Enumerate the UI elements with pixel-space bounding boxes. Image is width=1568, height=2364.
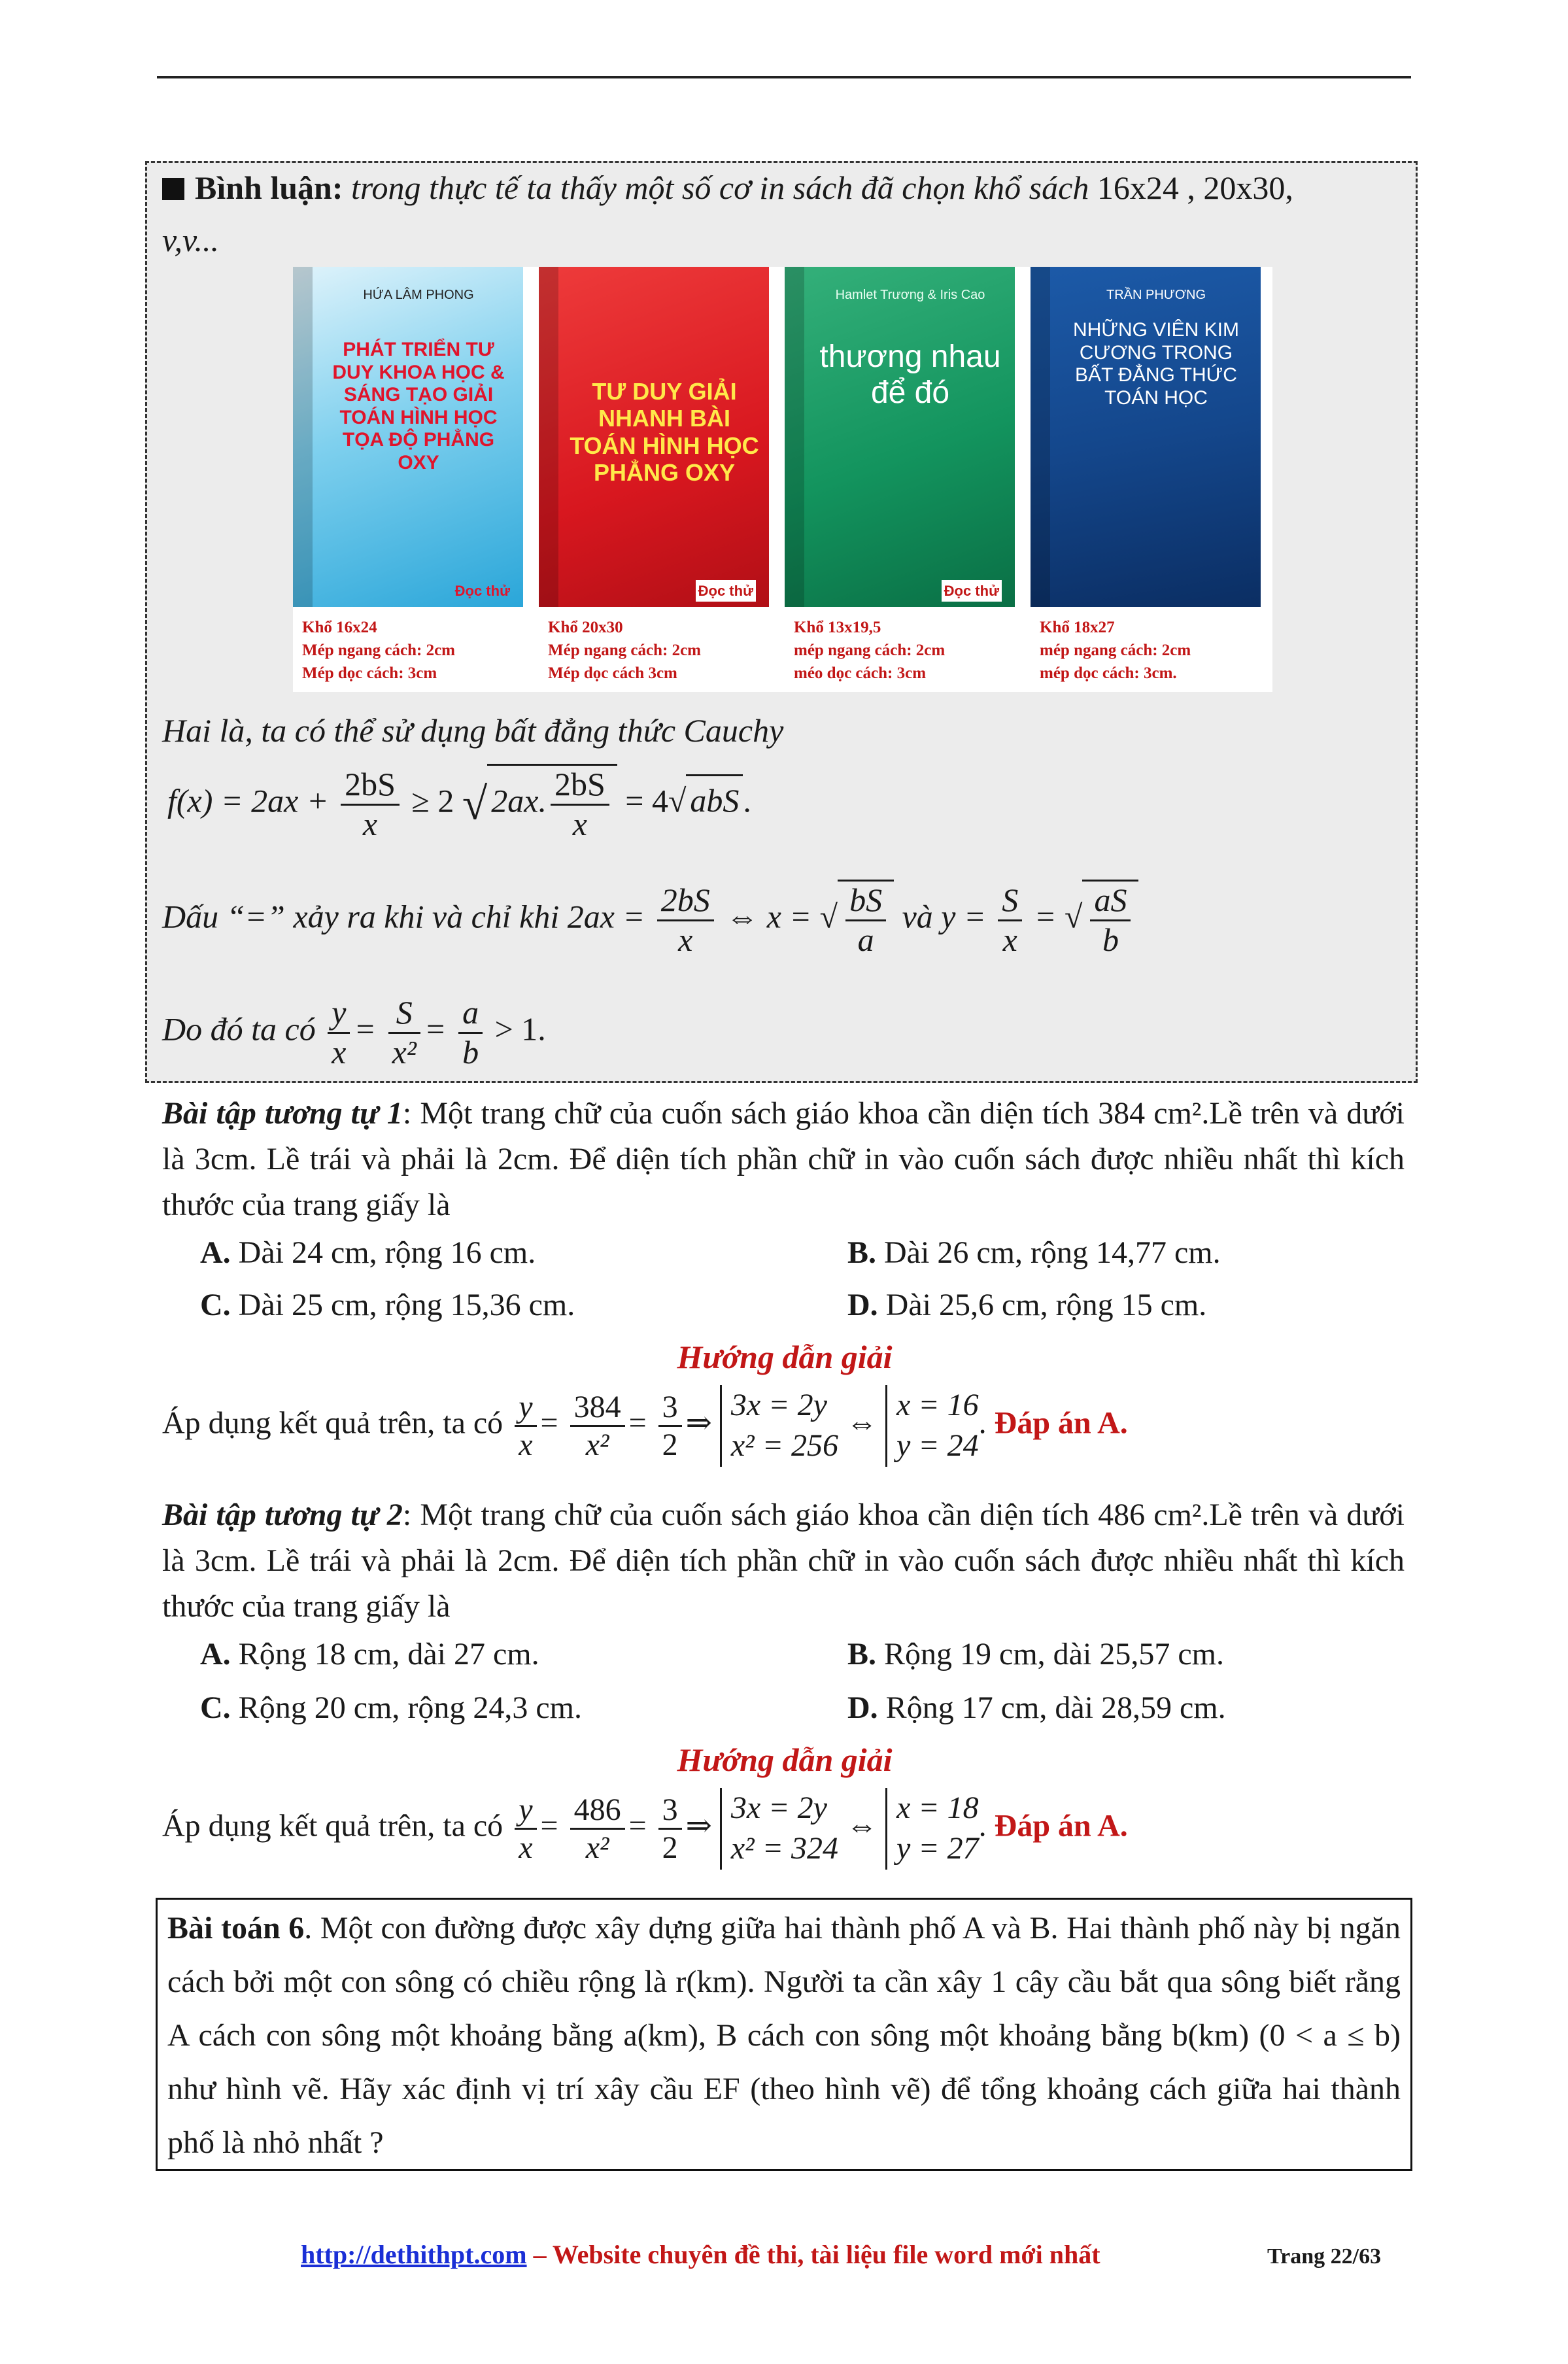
answer-label: Đáp án A. (994, 1405, 1128, 1441)
conclusion: Do đó ta có $\frac{y}{x}$ = $\frac{S}{\text{x²}}$ = $\frac{a}{b}$ > 1. (162, 994, 546, 1071)
book-caption-1 (302, 616, 532, 685)
fraction (515, 1792, 536, 1866)
commentary-sizes: 16x24 , 20x30, (1097, 169, 1293, 206)
radical-sign: √ (668, 782, 687, 819)
exercise-label: Bài tập tương tự 2 (162, 1498, 403, 1532)
equation-system (720, 1385, 838, 1467)
caption-size: Khổ 20x30 (548, 619, 623, 636)
book-author: TRẦN PHƯƠNG (1106, 288, 1206, 302)
option-text: Rộng 19 cm, dài 25,57 cm. (884, 1637, 1224, 1671)
commentary-line (162, 163, 1405, 213)
denominator: b (462, 1033, 479, 1071)
page-number: Trang 22/63 (1267, 2244, 1382, 2269)
radical-sign: √ (462, 779, 488, 830)
system-row: 3x = 2y (730, 1790, 827, 1825)
solution-text: Áp dụng kết quả trên, ta có (162, 1808, 503, 1843)
footer-text: – Website chuyên đề thi, tài liệu file word mới nhất (526, 2240, 1100, 2269)
book-cover-4 (1031, 267, 1261, 607)
book-caption-3 (794, 616, 1024, 685)
radical-sign: √ (1064, 898, 1083, 935)
formula-part: ⇔ x = (726, 898, 812, 935)
caption-margin-h: Mép ngang cách: 2cm (548, 642, 701, 659)
book-title: thương nhau để đó (819, 339, 1001, 411)
numerator: 2bS (341, 766, 400, 806)
system-row: x = 18 (896, 1790, 979, 1825)
ex1-option-a[interactable] (200, 1229, 536, 1276)
formula-part: 2ax = (567, 898, 645, 935)
formula-part: = (1034, 898, 1057, 935)
system-row: x = 16 (896, 1388, 979, 1422)
solution-system (885, 1385, 979, 1467)
numerator: S (388, 994, 420, 1034)
conclusion-text: Do đó ta có (162, 1010, 316, 1048)
system-row: x² = 324 (730, 1831, 838, 1866)
numerator: 2bS (551, 766, 609, 806)
fraction (658, 1792, 682, 1866)
numerator: 384 (570, 1389, 625, 1427)
caption-margin-v: mép dọc cách: 3cm. (1040, 664, 1177, 682)
read-sample-label: Đọc thử (942, 580, 1002, 602)
commentary-text: trong thực tế ta thấy một số cơ in sách đã chọn khổ sách (343, 169, 1097, 206)
numerator: a (458, 994, 483, 1034)
option-text: Rộng 17 cm, dài 28,59 cm. (885, 1690, 1226, 1725)
denominator: b (1102, 921, 1119, 958)
denominator: x (519, 1427, 533, 1462)
solution-system (885, 1788, 979, 1870)
exercise-text: : Một trang chữ của cuốn sách giáo khoa cần diện tích 486 cm².Lề trên và dưới là 3cm. Lề trái và phải là 2cm. Để diện tích phần chữ in vào cuốn sách được nhiều nhất thì kích thước của trang giấy là (162, 1498, 1405, 1624)
caption-margin-v: Mép dọc cách 3cm (548, 664, 677, 682)
book-caption-2 (548, 616, 778, 685)
option-key: A. (200, 1235, 231, 1270)
ex2-option-a[interactable] (200, 1631, 539, 1678)
website-link[interactable]: http://dethithpt.com (301, 2240, 527, 2269)
problem-text: . Một con đường được xây dựng giữa hai thành phố A và B. Hai thành phố này bị ngăn cách bởi một con sông có chiều rộng là r(km). Người ta cần xây 1 cây cầu bắt qua sông biết rằng A cách con sông một khoảng bằng a(km), B cách con sông một khoảng bằng b(km) (0 < a ≤ b) như hình vẽ. Hãy xác định vị trí xây cầu EF (theo hình vẽ) để tổng khoảng cách giữa hai thành phố là nhỏ nhất ? (167, 1911, 1401, 2160)
fraction (998, 882, 1022, 959)
condition-text: Dấu “=” xảy ra khi và chỉ khi (162, 898, 560, 935)
denominator: x (1002, 921, 1017, 958)
read-sample-label: Đọc thử (696, 580, 756, 602)
radical-sign: √ (819, 898, 838, 935)
book-author: Hamlet Trương & Iris Cao (835, 288, 985, 302)
option-text: Dài 26 cm, rộng 14,77 cm. (884, 1235, 1221, 1270)
denominator: x (678, 921, 693, 958)
option-text: Dài 24 cm, rộng 16 cm. (238, 1235, 536, 1270)
numerator: S (998, 882, 1022, 921)
ex2-option-c[interactable] (200, 1685, 582, 1732)
cauchy-intro: Hai là, ta có thể sử dụng bất đẳng thức Cauchy (162, 712, 784, 749)
numerator: y (515, 1792, 536, 1830)
equation-system (720, 1788, 838, 1870)
option-key: B. (847, 1235, 877, 1270)
cauchy-formula (167, 764, 751, 843)
caption-size: Khổ 16x24 (302, 619, 377, 636)
book-cover-3 (785, 267, 1015, 607)
denominator: x (519, 1830, 533, 1865)
system-row: y = 27 (896, 1831, 979, 1866)
option-key: D. (847, 1288, 878, 1322)
caption-margin-v: méo dọc cách: 3cm (794, 664, 927, 682)
formula-part: = 4 (625, 782, 668, 819)
formula-part: f(x) = 2ax + (167, 782, 329, 819)
fraction (388, 994, 420, 1071)
ex1-option-b[interactable] (847, 1229, 1221, 1276)
exercise-2-statement (162, 1492, 1405, 1630)
book-covers-image (293, 267, 1272, 692)
fraction (551, 766, 609, 843)
denominator: x² (585, 1427, 609, 1462)
numerator: 2bS (657, 882, 714, 921)
option-key: C. (200, 1690, 231, 1725)
book-spine (293, 267, 313, 607)
numerator: 486 (570, 1792, 625, 1830)
ex2-option-b[interactable] (847, 1631, 1224, 1678)
denominator: 2 (662, 1830, 678, 1865)
fraction (845, 882, 886, 959)
denominator: x² (392, 1033, 417, 1071)
formula-part: và (902, 898, 933, 935)
caption-size: Khổ 18x27 (1040, 619, 1115, 636)
solution-text: Áp dụng kết quả trên, ta có (162, 1405, 503, 1441)
commentary-lead: Bình luận: (195, 169, 343, 206)
book-title: PHÁT TRIỂN TƯ DUY KHOA HỌC & SÁNG TẠO GIẢI TOÁN HÌNH HỌC TỌA ĐỘ PHẲNG OXY (332, 339, 505, 473)
radicand (487, 764, 617, 843)
exercise-text: : Một trang chữ của cuốn sách giáo khoa cần diện tích 384 cm².Lề trên và dưới là 3cm. Lề trái và phải là 2cm. Để diện tích phần chữ in vào cuốn sách được nhiều nhất thì kích thước của trang giấy là (162, 1096, 1405, 1222)
equality-condition (162, 880, 1138, 959)
numerator: bS (845, 882, 886, 921)
fraction (515, 1389, 536, 1463)
option-text: Rộng 20 cm, rộng 24,3 cm. (238, 1690, 582, 1725)
denominator: x (362, 805, 378, 842)
option-key: C. (200, 1288, 231, 1322)
fraction (657, 882, 714, 959)
denominator: a (857, 921, 874, 958)
option-text: Dài 25 cm, rộng 15,36 cm. (238, 1288, 575, 1322)
book-spine (539, 267, 558, 607)
radicand (838, 880, 894, 959)
fraction (328, 994, 350, 1071)
numerator: 3 (658, 1389, 682, 1427)
book-cover-1 (293, 267, 523, 607)
exercise-1-statement (162, 1091, 1405, 1228)
book-spine (1031, 267, 1050, 607)
book-title: TƯ DUY GIẢI NHANH BÀI TOÁN HÌNH HỌC PHẲNG OXY (570, 378, 759, 487)
fraction (341, 766, 400, 843)
fraction (658, 1389, 682, 1463)
answer-label: Đáp án A. (994, 1808, 1128, 1843)
option-text: Dài 25,6 cm, rộng 15 cm. (885, 1288, 1207, 1322)
problem-label: Bài toán 6 (167, 1911, 305, 1945)
ex1-guide-heading: Hướng dẫn giải (677, 1339, 893, 1375)
exercise-label: Bài tập tương tự 1 (162, 1096, 403, 1131)
formula-part: > 1. (494, 1010, 546, 1048)
numerator: y (515, 1389, 536, 1427)
option-key: D. (847, 1690, 878, 1725)
fraction (1090, 882, 1131, 959)
formula-part: y = (941, 898, 986, 935)
caption-margin-h: mép ngang cách: 2cm (794, 642, 946, 659)
denominator: x² (585, 1830, 609, 1865)
denominator: x (332, 1033, 347, 1071)
denominator: x (572, 805, 587, 842)
formula-part: . (743, 782, 751, 819)
caption-margin-h: mép ngang cách: 2cm (1040, 642, 1191, 659)
ex2-guide-heading: Hướng dẫn giải (677, 1741, 893, 1778)
caption-margin-h: Mép ngang cách: 2cm (302, 642, 455, 659)
book-title: NHỮNG VIÊN KIM CƯƠNG TRONG BẤT ĐẲNG THỨC TOÁN HỌC (1073, 319, 1239, 409)
radicand: abS (686, 774, 743, 825)
radicand (1082, 880, 1138, 959)
footer (301, 2235, 1100, 2274)
book-cover-2 (539, 267, 769, 607)
book-spine (785, 267, 804, 607)
caption-margin-v: Mép dọc cách: 3cm (302, 664, 437, 682)
ex1-option-d[interactable] (847, 1282, 1206, 1329)
formula-part: ≥ 2 (411, 782, 454, 819)
option-text: Rộng 18 cm, dài 27 cm. (238, 1637, 539, 1671)
caption-size: Khổ 13x19,5 (794, 619, 881, 636)
system-row: x² = 256 (730, 1428, 838, 1464)
ex1-solution: Áp dụng kết quả trên, ta có $\frac{y}{x}$ = $\frac{384}{\text{x²}}$ = $\frac{3}{2}$ ⇒ 3x = 2y x² = 256 ⇔ x = 16 y = 24 . Đáp án A. (162, 1385, 1128, 1467)
system-row: 3x = 2y (730, 1388, 827, 1422)
ex2-option-d[interactable] (847, 1685, 1226, 1732)
numerator: aS (1090, 882, 1131, 921)
numerator: y (328, 994, 350, 1034)
numerator: 3 (658, 1792, 682, 1830)
book-author: HỨA LÂM PHONG (363, 288, 474, 302)
problem-6-statement (167, 1902, 1401, 2170)
option-key: A. (200, 1637, 231, 1671)
formula-part: 2ax. (491, 782, 547, 819)
fraction (570, 1792, 625, 1866)
ex2-solution: Áp dụng kết quả trên, ta có $\frac{y}{x}$ = $\frac{486}{\text{x²}}$ = $\frac{3}{2}$ ⇒ 3x = 2y x² = 324 ⇔ x = 18 y = 27 . Đáp án A. (162, 1788, 1128, 1870)
fraction (570, 1389, 625, 1463)
square-bullet-icon (162, 178, 184, 200)
denominator: 2 (662, 1427, 678, 1462)
fraction (458, 994, 483, 1071)
read-sample-label: Đọc thử (454, 583, 510, 599)
commentary-etc: v,v... (162, 222, 219, 258)
ex1-option-c[interactable] (200, 1282, 575, 1329)
option-key: B. (847, 1637, 877, 1671)
header-rule (157, 76, 1411, 78)
book-caption-4 (1040, 616, 1270, 685)
system-row: y = 24 (896, 1428, 979, 1464)
